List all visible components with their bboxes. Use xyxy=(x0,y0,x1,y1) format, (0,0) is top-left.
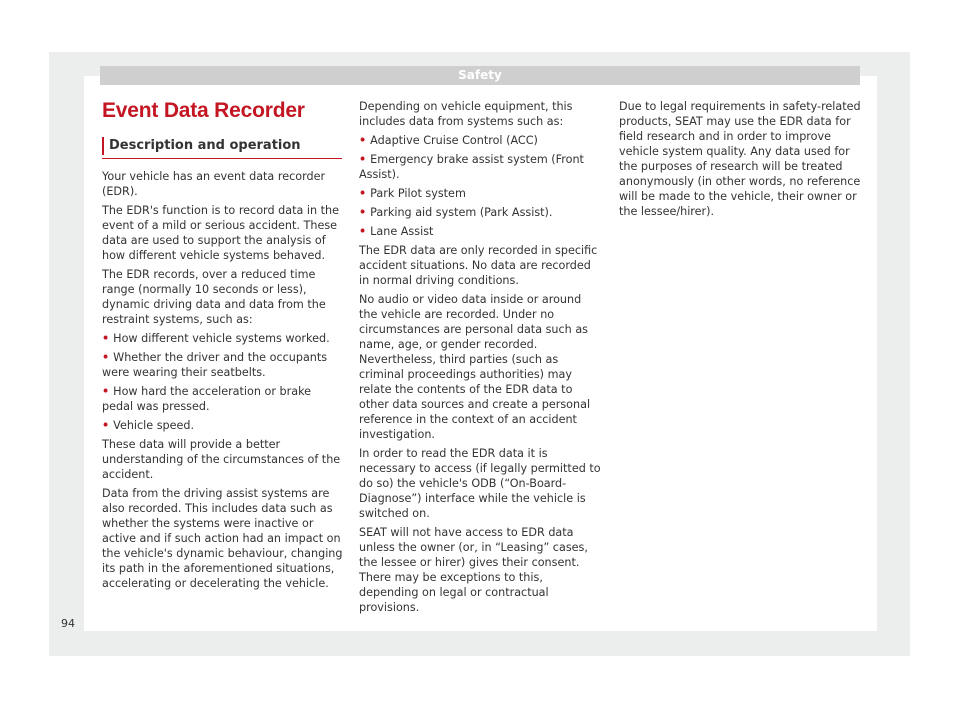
column-1 xyxy=(102,169,344,595)
paragraph: The EDR data are only recorded in specific accident situations. No data are recorded in normal driving conditions. xyxy=(359,244,598,287)
subtitle-block xyxy=(102,136,342,159)
list-item-text: Vehicle speed. xyxy=(113,419,195,432)
paragraph: These data will provide a better understanding of the circumstances of the accident. xyxy=(102,438,341,481)
bullet-icon: • xyxy=(359,206,367,219)
paragraph: Your vehicle has an event data recorder (EDR). xyxy=(102,170,326,198)
bullet-icon: • xyxy=(359,187,367,200)
list-item xyxy=(359,133,603,148)
page-subtitle: Description and operation xyxy=(109,138,301,153)
bullet-list xyxy=(359,133,603,239)
list-item-text: Parking aid system (Park Assist). xyxy=(370,206,553,219)
bullet-icon: • xyxy=(359,134,367,147)
list-item xyxy=(102,384,344,414)
bullet-icon: • xyxy=(102,419,110,432)
list-item xyxy=(359,205,603,220)
list-item xyxy=(102,331,344,346)
paragraph: No audio or video data inside or around the vehicle are recorded. Under no circumstances are personal data such as name, age, or gender recorded. Nevertheless, third parties (such as criminal proceedings authorities) may relate the contents of the EDR data to other data sources and create a personal reference in the context of an accident investigation. xyxy=(359,293,591,441)
list-item xyxy=(102,418,344,433)
paragraph: In order to read the EDR data it is necessary to access (if legally permitted to do so) the vehicle's ODB (“On-Board-Diagnose”) interface while the vehicle is switched on. xyxy=(359,447,601,520)
subtitle-accent-bar xyxy=(102,137,104,155)
paragraph: Due to legal requirements in safety-related products, SEAT may use the EDR data for field research and in order to improve vehicle system quality. Any data used for the purposes of research will be treated anonymously (in other words, no reference will be made to the vehicle, their owner or the lessee/hirer). xyxy=(619,100,861,218)
list-item xyxy=(359,224,603,239)
list-item xyxy=(102,350,344,380)
list-item-text: How hard the acceleration or brake pedal was pressed. xyxy=(102,385,312,413)
paragraph: Depending on vehicle equipment, this includes data from systems such as: xyxy=(359,100,573,128)
bullet-icon: • xyxy=(102,332,110,345)
paragraph: Data from the driving assist systems are also recorded. This includes data such as whether the systems were inactive or active and if such action had an impact on the vehicle's dynamic behaviour, changing its path in the aforementioned situations, accelerating or decelerating the vehicle. xyxy=(102,487,343,590)
list-item xyxy=(359,186,603,201)
list-item-text: Emergency brake assist system (Front Assist). xyxy=(359,153,584,181)
bullet-icon: • xyxy=(102,351,110,364)
paragraph: SEAT will not have access to EDR data unless the owner (or, in “Leasing” cases, the lessee or hirer) gives their consent. There may be exceptions to this, depending on legal or contractual provisions. xyxy=(359,526,588,614)
list-item xyxy=(359,152,603,182)
column-2 xyxy=(359,99,603,619)
paragraph: The EDR records, over a reduced time range (normally 10 seconds or less), dynamic driving data and data from the restraint systems, such as: xyxy=(102,268,326,326)
page-title: Event Data Recorder xyxy=(102,99,305,122)
list-item-text: How different vehicle systems worked. xyxy=(113,332,330,345)
list-item-text: Park Pilot system xyxy=(370,187,466,200)
section-header-label: Safety xyxy=(458,68,502,82)
page-number: 94 xyxy=(61,617,75,630)
list-item-text: Lane Assist xyxy=(370,225,434,238)
bullet-icon: • xyxy=(102,385,110,398)
column-3 xyxy=(619,99,863,223)
list-item-text: Whether the driver and the occupants were wearing their seatbelts. xyxy=(102,351,328,379)
paragraph: The EDR's function is to record data in the event of a mild or serious accident. These data are used to support the analysis of how different vehicle systems behaved. xyxy=(102,204,339,262)
bullet-icon: • xyxy=(359,153,367,166)
list-item-text: Adaptive Cruise Control (ACC) xyxy=(370,134,538,147)
bullet-list xyxy=(102,331,344,433)
bullet-icon: • xyxy=(359,225,367,238)
